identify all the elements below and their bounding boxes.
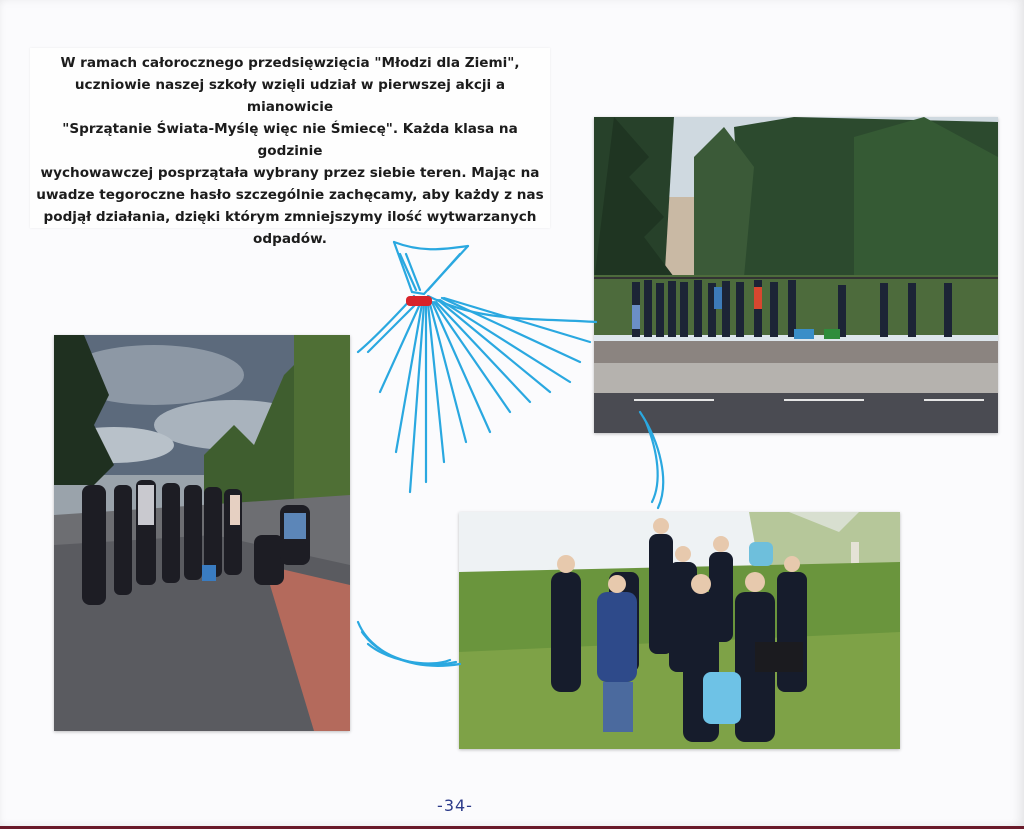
paragraph-line: "Sprzątanie Świata-Myślę więc nie Śmiecę". Każda klasa na godzinie [62, 121, 518, 159]
paragraph-line: podjął działania, dzięki którym zmniejszymy ilość wytwarzanych [43, 209, 537, 225]
paragraph-line: W ramach całorocznego przedsięwzięcia "Młodzi dla Ziemi", [60, 55, 520, 71]
page-number: -34- [437, 796, 473, 815]
paragraph-line: odpadów. [253, 231, 327, 247]
paragraph-line: uczniowie naszej szkoły wzięli udział w pierwszej akcji a mianowicie [74, 77, 506, 115]
paragraph-line: wychowawczej posprzątała wybrany przez siebie teren. Mając na [40, 165, 540, 181]
group-photo-street [54, 335, 350, 731]
blue-dress-drawing [340, 232, 690, 686]
paragraph-line: uwadze tegoroczne hasło szczególnie zachęcamy, aby każdy z nas [36, 187, 544, 203]
intro-paragraph [30, 52, 550, 250]
blue-dress-drawing-icon [340, 232, 690, 682]
group-photo-street-icon [54, 335, 350, 731]
